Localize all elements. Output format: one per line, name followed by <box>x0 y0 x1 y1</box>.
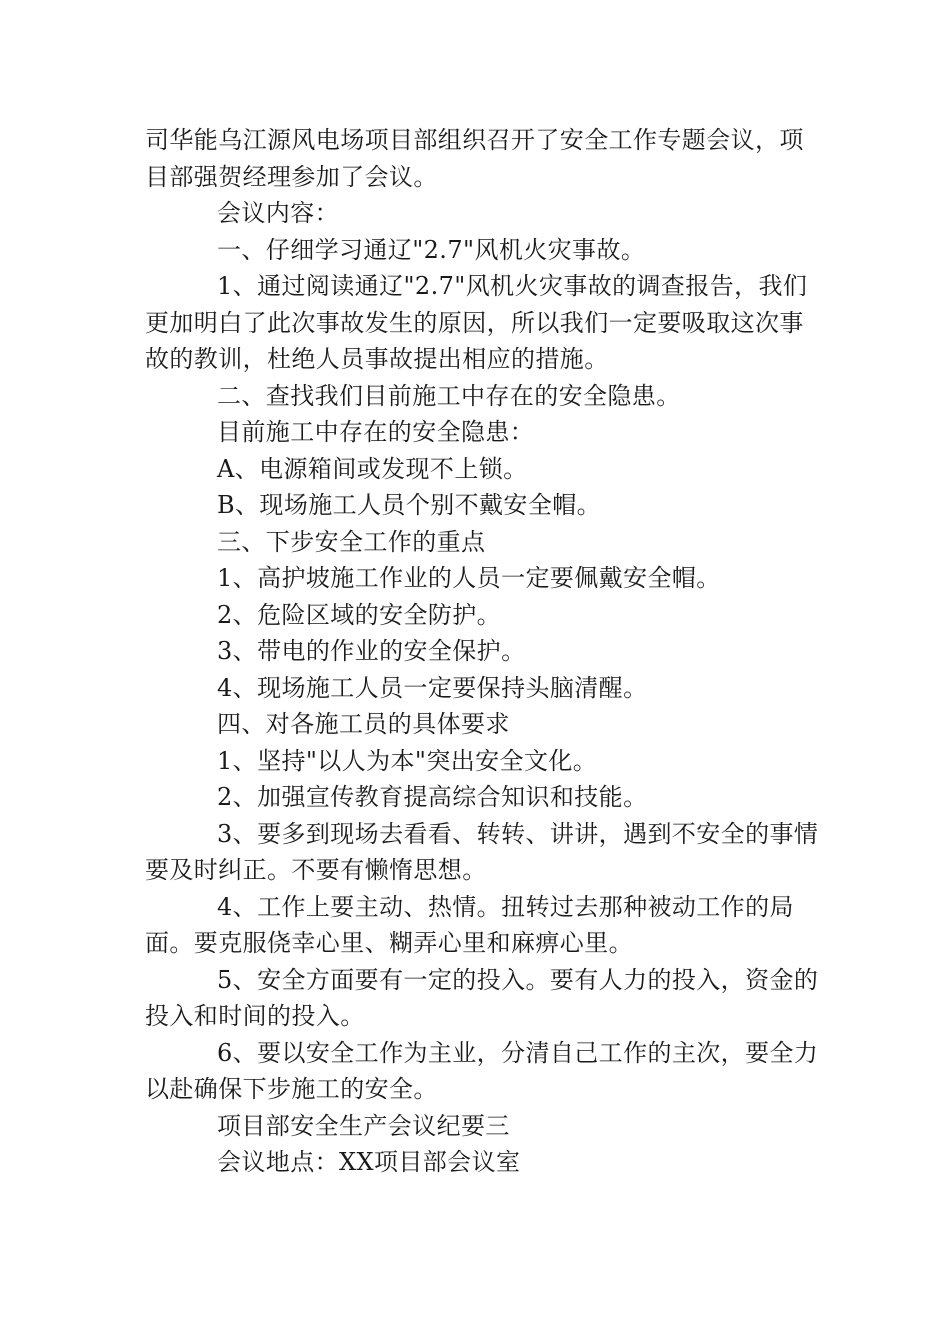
list-item: 2、危险区域的安全防护。 <box>217 600 502 629</box>
list-item: 3、要多到现场去看看、转转、讲讲，遇到不安全的事情要及时纠正。不要有懒惰思想。 <box>145 819 819 884</box>
list-item: 4、工作上要主动、热情。扭转过去那种被动工作的局面。要克服侥幸心里、糊弄心里和麻痹心里。 <box>145 892 794 957</box>
list-item: 1、坚持"以人为本"突出安全文化。 <box>217 746 598 775</box>
section-heading-3: 三、下步安全工作的重点 <box>217 527 486 556</box>
minutes-title: 项目部安全生产会议纪要三 <box>217 1111 510 1140</box>
section-heading-1: 一、仔细学习通辽"2.7"风机火灾事故。 <box>217 235 646 264</box>
list-item: 4、现场施工人员一定要保持头脑清醒。 <box>217 673 648 702</box>
list-item: 3、带电的作业的安全保护。 <box>217 637 526 665</box>
list-item: 6、要以安全工作为主业，分清自己工作的主次，要全力以赴确保下步施工的安全。 <box>145 1038 819 1103</box>
list-item: 5、安全方面要有一定的投入。要有人力的投入，资金的投入和时间的投入。 <box>145 965 819 1030</box>
meeting-location: 会议地点：XX项目部会议室 <box>217 1148 521 1176</box>
paragraph: 1、通过阅读通辽"2.7"风机火灾事故的调查报告，我们更加明白了此次事故发生的原因，所以我们一定要吸取这次事故的教训，杜绝人员事故提出相应的措施。 <box>145 272 808 373</box>
list-item: B、现场施工人员个别不戴安全帽。 <box>217 491 602 519</box>
list-item: 1、高护坡施工作业的人员一定要佩戴安全帽。 <box>217 564 721 592</box>
section-heading-4: 四、对各施工员的具体要求 <box>217 710 510 738</box>
paragraph: 目前施工中存在的安全隐患： <box>217 418 535 446</box>
section-heading-2: 二、查找我们目前施工中存在的安全隐患。 <box>217 381 681 410</box>
list-item: A、电源箱间或发现不上锁。 <box>217 454 528 483</box>
paragraph-meeting-content-heading: 会议内容： <box>217 199 339 227</box>
list-item: 2、加强宣传教育提高综合知识和技能。 <box>217 783 648 811</box>
paragraph-intro: 司华能乌江源风电场项目部组织召开了安全工作专题会议，项目部强贺经理参加了会议。 <box>145 126 804 191</box>
document-body <box>145 122 825 1181</box>
